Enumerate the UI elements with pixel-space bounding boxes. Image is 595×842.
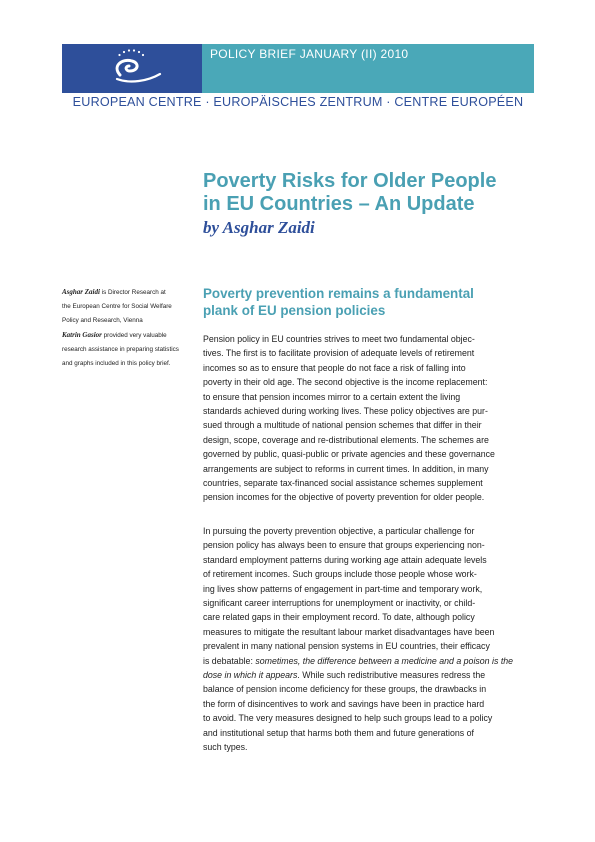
text-line: of retirement incomes. Such groups include those people whose work- xyxy=(203,569,477,580)
header-bar xyxy=(202,44,534,93)
author-name-1: Asghar Zaidi xyxy=(62,288,100,296)
text-line: governed by public, quasi-public or private agencies and these governance xyxy=(203,449,495,460)
text-line: In pursuing the poverty prevention objective, a particular challenge for xyxy=(203,526,475,536)
paragraph-1 xyxy=(203,332,538,505)
quote-text: dose in which it appears xyxy=(203,670,298,681)
text-line: balance of pension income deficiency for these groups, the drawbacks in xyxy=(203,684,487,695)
text-line: pension incomes for the objective of poverty prevention for older people. xyxy=(203,492,485,503)
text-line: and institutional setup that harms both them and future generations of xyxy=(203,727,474,738)
text-line: pension policy has always been to ensure that groups experiencing non- xyxy=(203,540,485,551)
author-note-sidebar xyxy=(62,285,198,371)
text-span: is debatable: xyxy=(203,655,256,666)
sidebar-text: and graphs included in this policy brief. xyxy=(62,360,171,367)
text-line: countries, separate tax-financed social assistance schemes supplement xyxy=(203,478,483,489)
text-line: the form of disincentives to work and savings have been in practice hard xyxy=(203,698,485,709)
text-line: care related gaps in their employment record. To date, although policy xyxy=(203,612,475,623)
text-line: Pension policy in EU countries strives to meet two fundamental objec- xyxy=(203,334,475,344)
sidebar-text: is Director Research at xyxy=(99,289,166,296)
sidebar-text: the European Centre for Social Welfare xyxy=(62,303,172,310)
text-line: measures to mitigate the resultant labour market disadvantages have been xyxy=(203,626,495,637)
author-byline: by Asghar Zaidi xyxy=(203,218,315,237)
sidebar-text: research assistance in preparing statistics xyxy=(62,346,179,353)
text-line xyxy=(203,654,538,668)
text-line: incomes so as to ensure that people do not face a risk of falling into xyxy=(203,362,466,373)
text-line: poverty in their old age. The second objective is the income replacement: xyxy=(203,377,488,388)
text-line: significant career interruptions for unemployment or inactivity, or child- xyxy=(203,598,476,609)
text-line: design, scope, coverage and re-distributional elements. The schemes are xyxy=(203,434,489,445)
organization-name: EUROPEAN CENTRE · EUROPÄISCHES ZENTRUM · CENTRE EUROPÉEN xyxy=(72,95,524,109)
section-heading-line-2: plank of EU pension policies xyxy=(203,303,386,318)
text-line: sued through a multitude of national pension schemes that differ in their xyxy=(203,420,482,431)
text-line: standards achieved during working lives. These policy objectives are pur- xyxy=(203,406,488,417)
logo xyxy=(62,44,202,93)
text-line: ing lives show patterns of engagement in part-time and temporary work, xyxy=(203,583,483,594)
quote-text: sometimes, the difference between a medicine and a poison is the xyxy=(255,655,514,666)
policy-brief-label: POLICY BRIEF JANUARY (II) 2010 xyxy=(210,47,409,61)
author-name-2: Katrin Gasior xyxy=(62,331,102,339)
text-span: . While such redistributive measures redress the xyxy=(297,670,486,681)
text-line: such types. xyxy=(203,742,248,753)
section-heading xyxy=(203,285,538,319)
text-line: to avoid. The very measures designed to help such groups lead to a policy xyxy=(203,713,493,724)
text-line: prevalent in many national pension systems in EU countries, their efficacy xyxy=(203,641,490,652)
document-title xyxy=(203,170,543,216)
section-heading-line-1: Poverty prevention remains a fundamental xyxy=(203,286,474,301)
text-line: to ensure that pension incomes mirror to a certain extent the living xyxy=(203,391,461,402)
text-line xyxy=(203,668,538,682)
sidebar-text: provided very valuable xyxy=(101,332,167,339)
logo-swirl-icon xyxy=(62,44,202,93)
text-line: arrangements are subject to reforms in current times. In addition, in many xyxy=(203,463,489,474)
paragraph-2 xyxy=(203,524,538,755)
title-line-1: Poverty Risks for Older People xyxy=(203,170,497,192)
text-line: standard employment patterns during working age attain adequate levels xyxy=(203,554,487,565)
text-line: tives. The first is to facilitate provision of adequate levels of retirement xyxy=(203,348,475,359)
sidebar-text: Policy and Research, Vienna xyxy=(62,317,143,324)
title-line-2: in EU Countries – An Update xyxy=(203,193,475,215)
